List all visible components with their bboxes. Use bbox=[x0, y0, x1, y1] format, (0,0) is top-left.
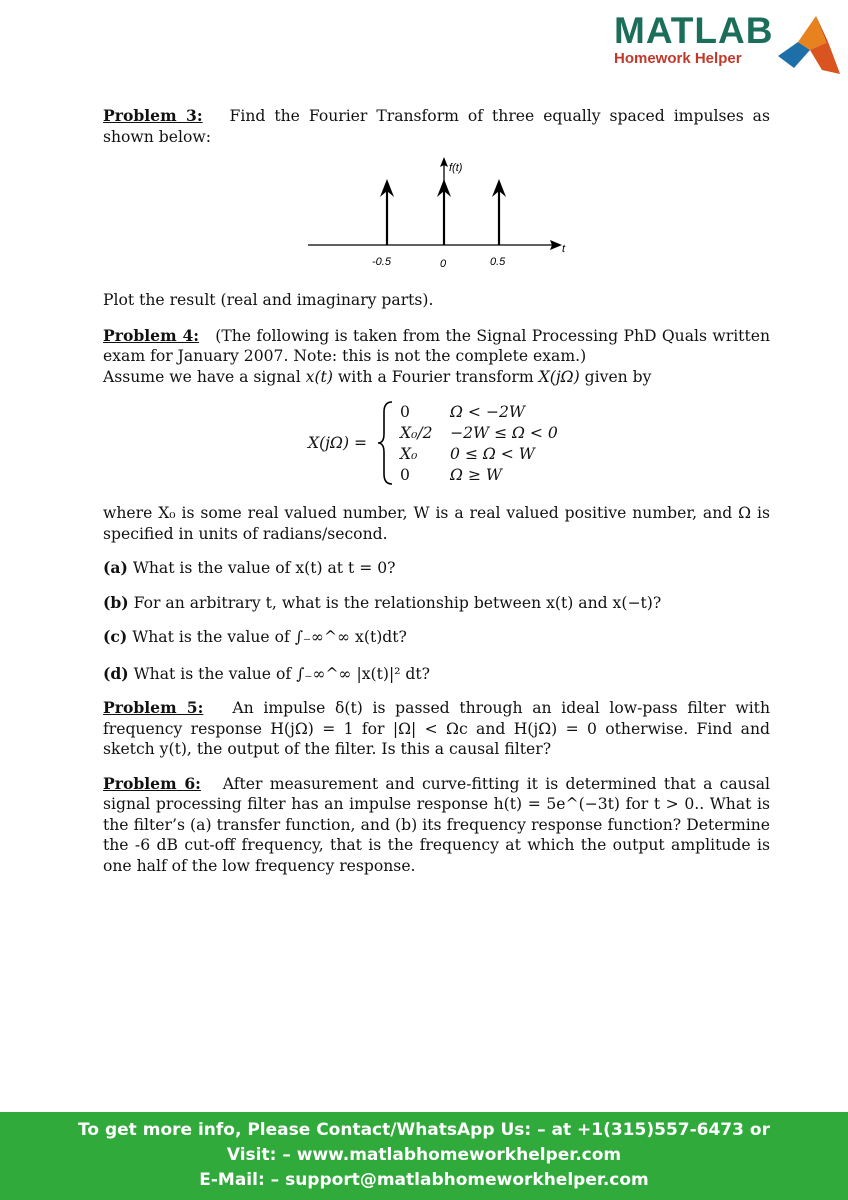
piecewise-equation bbox=[308, 400, 608, 488]
part-text: What is the value of ∫₋∞^∞ x(t)dt? bbox=[132, 628, 407, 646]
problem-5 bbox=[103, 698, 770, 760]
document-body-3 bbox=[103, 503, 770, 876]
part-tag: (c) bbox=[103, 627, 128, 646]
problem-4-where: where X₀ is some real valued number, W is a real valued positive number, and Ω is specified in units of radians/second. bbox=[103, 504, 770, 543]
problem-6-text: After measurement and curve-fitting it is determined that a causal signal processing filter has an impulse response h(t) = 5e^(−3t) for t > 0.. What is the filter’s (a) transfer function, and (b) its frequency response function? Determine the -6 dB cut-off frequency, that is the frequency at which the output amplitude is one half of the low frequency response. bbox=[103, 774, 770, 875]
logo-title: MATLAB bbox=[614, 10, 774, 51]
problem-5-label: Problem 5: bbox=[103, 698, 204, 717]
problem-4 bbox=[103, 326, 770, 367]
part-a bbox=[103, 558, 770, 579]
piece-row bbox=[400, 466, 502, 484]
part-text: What is the value of ∫₋∞^∞ |x(t)|² dt? bbox=[133, 664, 431, 683]
case-condition: Ω ≥ W bbox=[450, 466, 502, 484]
tick-label: 0 bbox=[440, 258, 447, 270]
tick-label: -0.5 bbox=[372, 256, 391, 268]
membrane-icon bbox=[776, 12, 842, 82]
problem-4-label: Problem 4: bbox=[103, 325, 200, 345]
case-value: 0 bbox=[400, 466, 410, 484]
case-condition: −2W ≤ Ω < 0 bbox=[450, 424, 558, 442]
case-value: X₀ bbox=[400, 445, 418, 463]
part-tag: (b) bbox=[103, 592, 129, 612]
problem-3 bbox=[103, 106, 770, 147]
matlab-logo bbox=[606, 10, 846, 88]
footer-website-link[interactable]: Visit: – www.matlabhomeworkhelper.com bbox=[226, 1145, 622, 1165]
impulse-figure bbox=[300, 155, 580, 270]
contact-footer bbox=[0, 1112, 848, 1200]
part-tag: (d) bbox=[103, 663, 129, 683]
part-text: What is the value of x(t) at t = 0? bbox=[132, 559, 396, 577]
problem-5-text: An impulse δ(t) is passed through an ideal low-pass filter with frequency response H(jΩ) = 1 for |Ω| < Ωc and H(jΩ) = 0 otherwise. Find and sketch y(t), the output of the filter. Is this a causal filter? bbox=[103, 699, 770, 758]
piece-row bbox=[400, 403, 525, 421]
part-b bbox=[103, 593, 770, 614]
brace-icon bbox=[376, 400, 396, 486]
problem-4-intro: (The following is taken from the Signal Processing PhD Quals written exam for January 2007. Note: this is not the complete exam.) bbox=[103, 326, 770, 365]
problem-6-label: Problem 6: bbox=[103, 773, 201, 793]
document-body bbox=[103, 106, 770, 147]
case-value: 0 bbox=[400, 403, 410, 421]
case-condition: Ω < −2W bbox=[450, 403, 525, 421]
part-text: For an arbitrary t, what is the relationship between x(t) and x(−t)? bbox=[133, 593, 662, 612]
case-value: X₀/2 bbox=[400, 424, 433, 442]
case-condition: 0 ≤ Ω < W bbox=[450, 445, 535, 463]
assume-x: x(t) bbox=[305, 367, 333, 386]
xlabel: t bbox=[562, 243, 566, 255]
piece-row bbox=[400, 424, 558, 442]
tick-label: 0.5 bbox=[490, 256, 506, 268]
document-body-2 bbox=[103, 290, 770, 387]
assume-pre: Assume we have a signal bbox=[103, 367, 301, 386]
assume-X: X(jΩ) bbox=[538, 367, 580, 386]
problem-3-text: Find the Fourier Transform of three equally spaced impulses as shown below: bbox=[103, 107, 770, 146]
part-tag: (a) bbox=[103, 558, 128, 577]
problem-4-assume bbox=[103, 367, 770, 388]
ylabel: f(t) bbox=[449, 162, 463, 174]
footer-email-link[interactable]: E-Mail: – support@matlabhomeworkhelper.com bbox=[199, 1170, 649, 1190]
assume-mid: with a Fourier transform bbox=[337, 367, 534, 386]
part-d bbox=[103, 664, 770, 685]
assume-post: given by bbox=[584, 367, 652, 386]
logo-subtitle: Homework Helper bbox=[614, 50, 742, 67]
piecewise-lhs: X(jΩ) = bbox=[308, 434, 368, 452]
piece-row bbox=[400, 445, 535, 463]
part-c bbox=[103, 627, 770, 648]
problem-6 bbox=[103, 774, 770, 877]
problem-3-label: Problem 3: bbox=[103, 106, 203, 125]
problem-3-after: Plot the result (real and imaginary parts). bbox=[103, 291, 434, 309]
footer-contact-line: To get more info, Please Contact/WhatsApp Us: – at +1(315)557-6473 or bbox=[78, 1120, 770, 1140]
